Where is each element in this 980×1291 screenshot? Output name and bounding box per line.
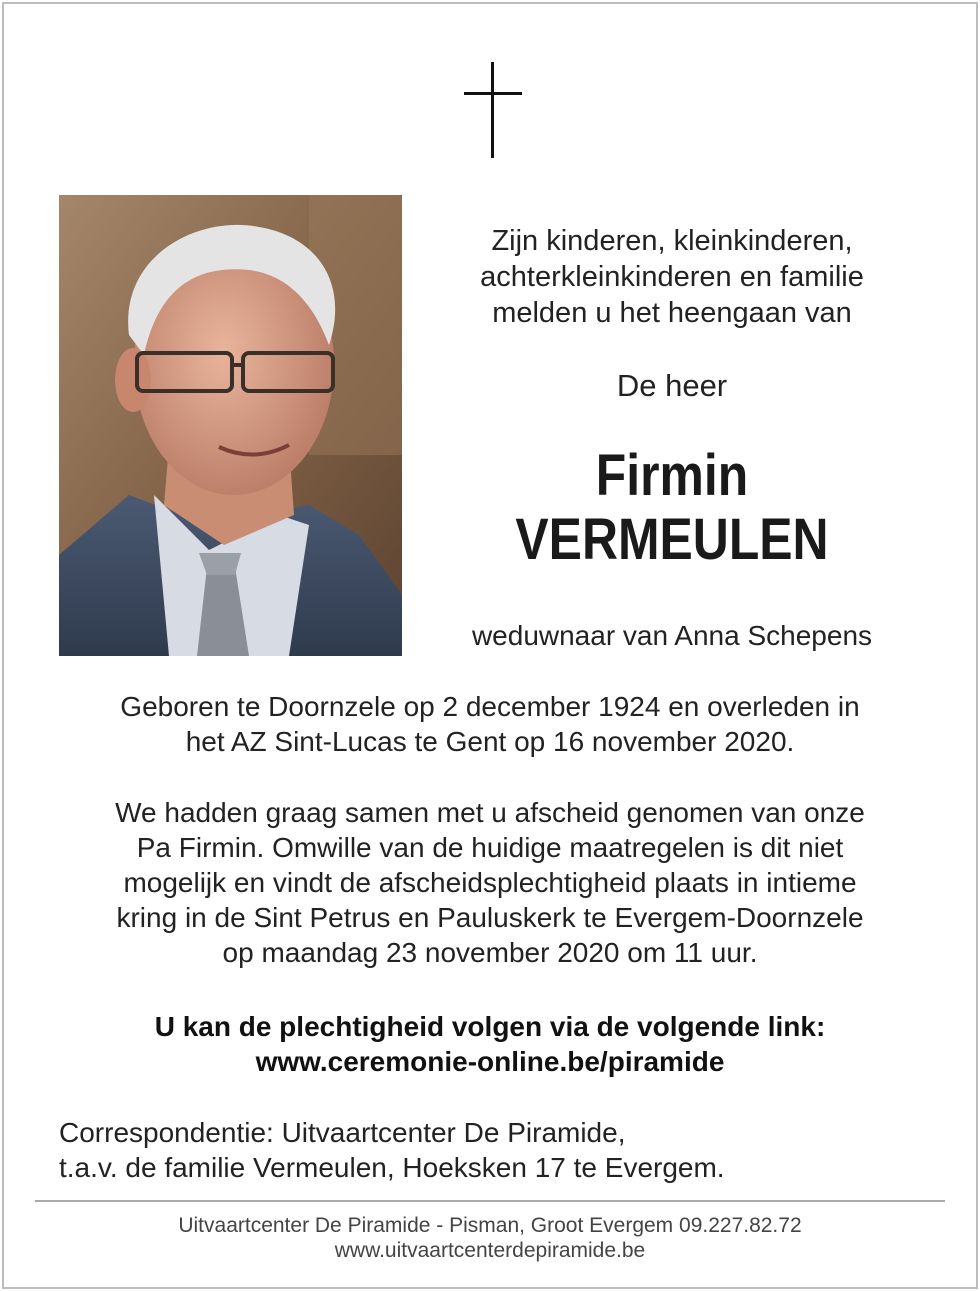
footer-divider	[35, 1200, 945, 1202]
livestream-notice	[40, 1009, 940, 1079]
livestream-link[interactable]: www.ceremonie-online.be/piramide	[255, 1046, 725, 1077]
ceremony-line: We hadden graag samen met u afscheid genomen van onze	[115, 797, 865, 828]
footer	[40, 1213, 940, 1263]
cross-icon	[462, 62, 524, 160]
last-name: VERMEULEN	[515, 507, 829, 572]
ceremony-line: mogelijk en vindt de afscheidsplechtigheid plaats in intieme	[123, 867, 857, 898]
funeral-home-website[interactable]: www.uitvaartcenterdepiramide.be	[334, 1239, 646, 1262]
first-name: Firmin	[595, 443, 749, 508]
intro-line: achterkleinkinderen en familie	[480, 261, 864, 293]
ceremony-line: Pa Firmin. Omwille van de huidige maatregelen is dit niet	[136, 832, 844, 863]
ceremony-line: kring in de Sint Petrus en Pauluskerk te Evergem-Doornzele	[116, 902, 864, 933]
correspondence-line: t.a.v. de familie Vermeulen, Hoeksken 17 te Evergem.	[59, 1152, 725, 1183]
birth-death-line: Geboren te Doornzele op 2 december 1924 en overleden in	[120, 691, 860, 722]
birth-death-line: het AZ Sint-Lucas te Gent op 16 november 2020.	[185, 726, 795, 757]
livestream-label: U kan de plechtigheid volgen via de volgende link:	[154, 1011, 826, 1042]
announcement-intro	[430, 223, 914, 331]
portrait-photo	[59, 195, 402, 656]
correspondence-line: Correspondentie: Uitvaartcenter De Piramide,	[59, 1117, 626, 1148]
intro-line: melden u het heengaan van	[492, 297, 852, 329]
ceremony-text	[40, 795, 940, 970]
birth-death-text	[40, 689, 940, 759]
intro-line: Zijn kinderen, kleinkinderen,	[491, 225, 853, 257]
salutation: De heer	[616, 368, 728, 403]
funeral-home-contact: Uitvaartcenter De Piramide - Pisman, Groot Evergem 09.227.82.72	[178, 1214, 802, 1237]
correspondence-address	[59, 1115, 939, 1185]
deceased-name	[464, 444, 880, 572]
ceremony-line: op maandag 23 november 2020 om 11 uur.	[222, 937, 758, 968]
widow-line: weduwnaar van Anna Schepens	[471, 620, 873, 651]
